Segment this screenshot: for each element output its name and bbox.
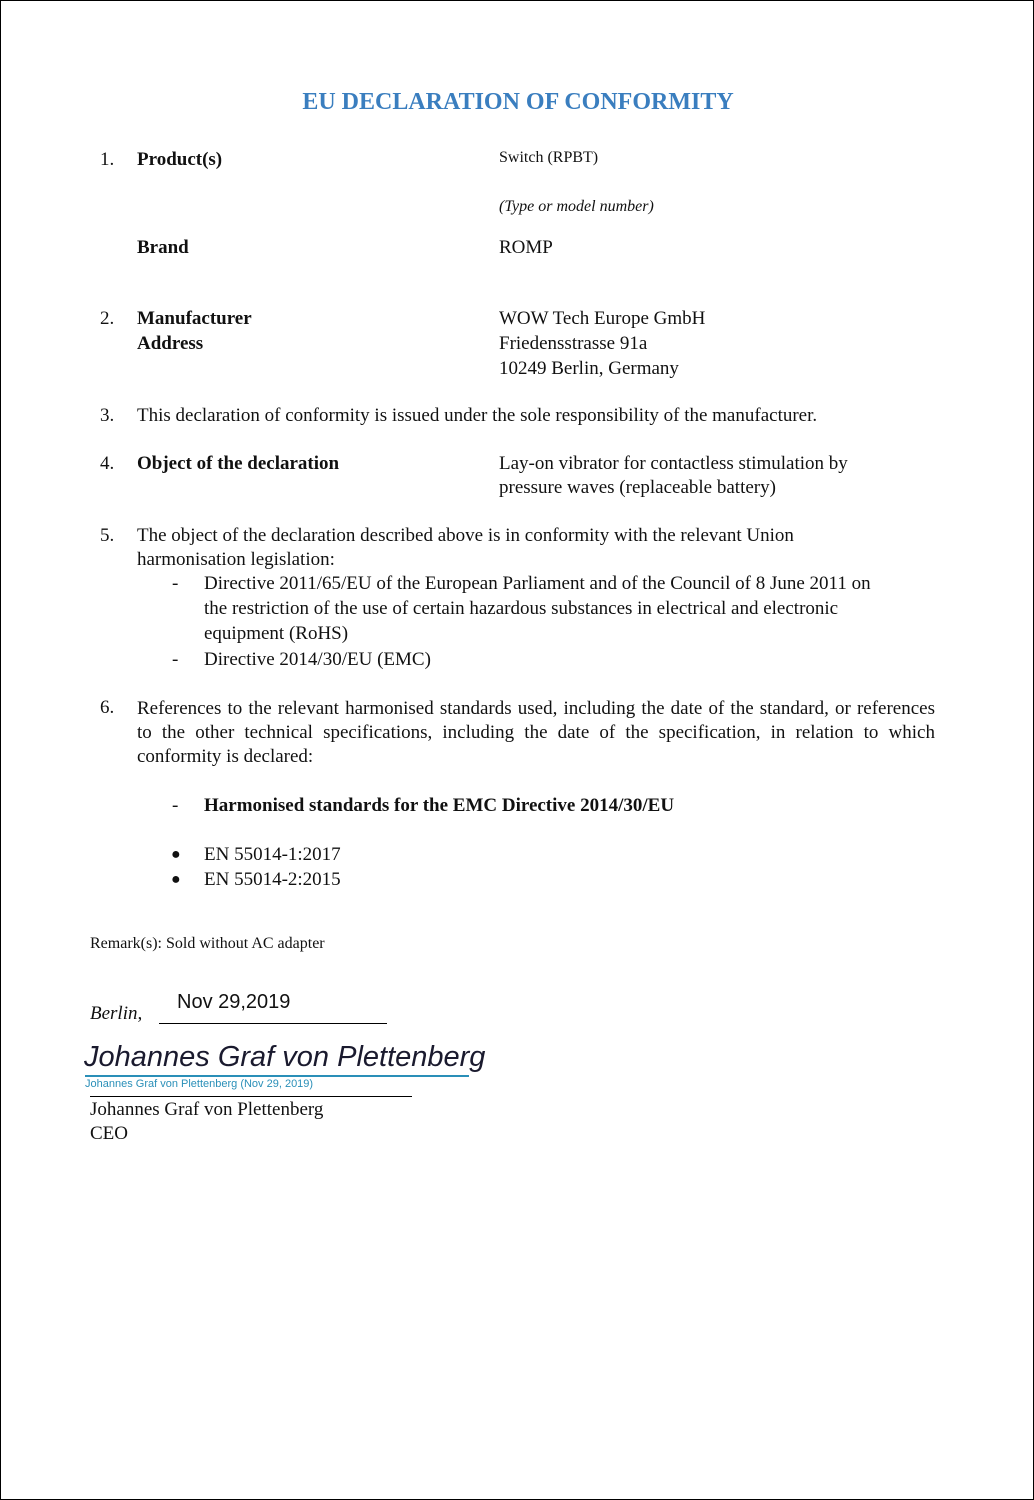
manufacturer-label: Manufacturer (137, 308, 252, 329)
signature-line (85, 1075, 469, 1077)
standard-item: EN 55014-2:2015 (204, 869, 341, 890)
conformity-statement-line-2: harmonisation legislation: (137, 549, 335, 570)
standards-reference-statement: References to the relevant harmonised standards used, including the date of the standard, or references to the other technical specifications, including the date of the specification, in relation to which conformity is declared: (137, 698, 935, 767)
signatory-underline (90, 1096, 412, 1097)
item-2-number: 2. (100, 308, 115, 329)
responsibility-statement: This declaration of conformity is issued under the sole responsibility of the manufacturer. (137, 405, 818, 426)
date-underline (159, 1023, 387, 1024)
object-label: Object of the declaration (137, 453, 340, 474)
directive-rohs-line-3: equipment (RoHS) (204, 623, 349, 644)
item-5-number: 5. (100, 525, 115, 546)
address-label: Address (137, 333, 204, 354)
bullet-icon: ● (171, 871, 181, 888)
directive-rohs-line-2: the restriction of the use of certain hazardous substances in electrical and electronic (204, 598, 839, 619)
standards-heading: Harmonised standards for the EMC Directive 2014/30/EU (204, 795, 675, 816)
item-1-number: 1. (100, 149, 115, 170)
remark: Remark(s): Sold without AC adapter (90, 935, 325, 952)
directive-rohs-line-1: Directive 2011/65/EU of the European Parliament and of the Council of 8 June 2011 on (204, 573, 871, 594)
signatory-name: Johannes Graf von Plettenberg (90, 1099, 324, 1120)
directive-dash: - (172, 573, 179, 594)
item-3-number: 3. (100, 405, 115, 426)
manufacturer-value: WOW Tech Europe GmbH (499, 308, 706, 329)
handwritten-signature: Johannes Graf von Plettenberg (84, 1041, 486, 1073)
document-title: EU DECLARATION OF CONFORMITY (302, 89, 734, 115)
product-hint: (Type or model number) (499, 198, 654, 215)
item-4-number: 4. (100, 453, 115, 474)
directive-emc: Directive 2014/30/EU (EMC) (204, 649, 431, 670)
object-value-line-1: Lay-on vibrator for contactless stimulation by (499, 453, 848, 474)
product-label: Product(s) (137, 149, 223, 170)
object-value-line-2: pressure waves (replaceable battery) (499, 477, 776, 498)
address-line-1: Friedensstrasse 91a (499, 333, 648, 354)
signatory-role: CEO (90, 1123, 128, 1144)
standard-item: EN 55014-1:2017 (204, 844, 341, 865)
brand-value: ROMP (499, 237, 553, 258)
standards-heading-dash: - (172, 795, 179, 816)
address-line-2: 10249 Berlin, Germany (499, 358, 679, 379)
bullet-icon: ● (171, 846, 181, 863)
brand-label: Brand (137, 237, 189, 258)
product-value: Switch (RPBT) (499, 149, 599, 166)
signature-caption: Johannes Graf von Plettenberg (Nov 29, 2019) (85, 1078, 314, 1090)
conformity-statement-line-1: The object of the declaration described above is in conformity with the relevant Union (137, 525, 794, 546)
place-label: Berlin, (90, 1003, 143, 1024)
directive-dash: - (172, 649, 179, 670)
item-6-number: 6. (100, 697, 115, 718)
date-field: Nov 29,2019 (177, 991, 291, 1013)
